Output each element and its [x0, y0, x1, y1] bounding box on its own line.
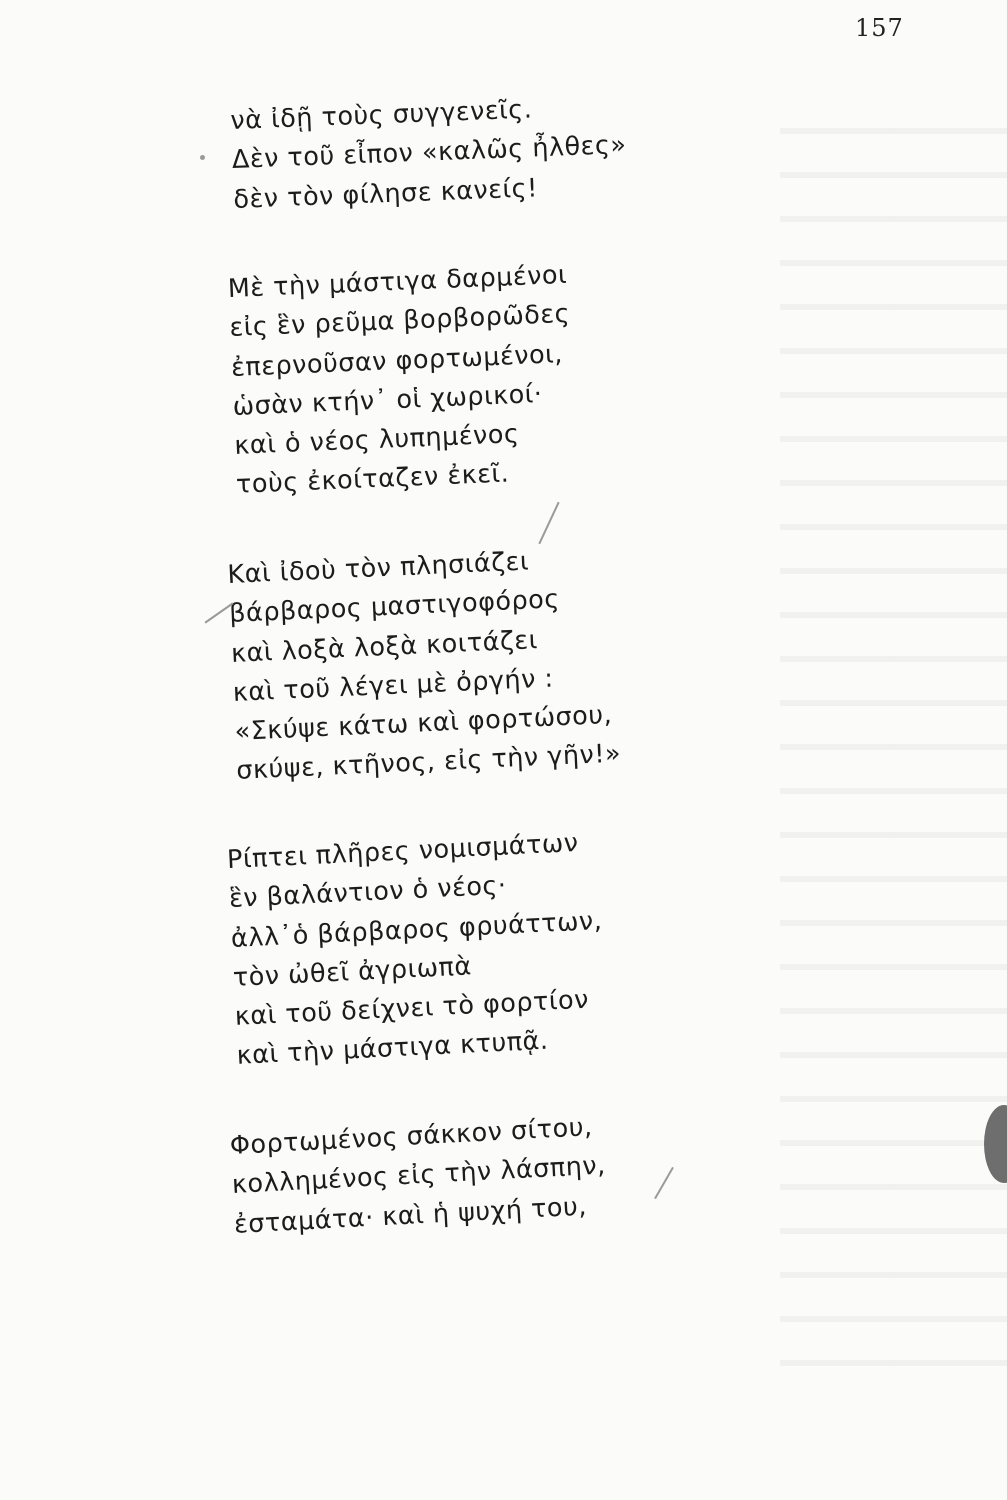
poem-line: τοὺς ἐκοίταζεν ἐκεῖ.: [235, 458, 510, 501]
poem-line: βάρβαρος μαστιγοφόρος: [228, 584, 561, 630]
poem-line: ἐπερνοῦσαν φορτωμένοι,: [230, 338, 564, 383]
poem-line: καὶ τοῦ δείχνει τὸ φορτίον: [234, 985, 590, 1033]
margin-dot: [200, 155, 205, 160]
poem-line: ἓν βαλάντιον ὁ νέος·: [228, 871, 508, 915]
poem-line: καὶ λοξὰ λοξὰ κοιτάζει: [230, 624, 539, 669]
poem-line: σκύψε, κτῆνος, εἰς τὴν γῆν!»: [235, 738, 622, 787]
poem: [226, 94, 752, 1295]
poem-line: Δὲν τοῦ εἶπον «καλῶς ἦλθες»: [231, 130, 628, 176]
stanza-5: [229, 1100, 754, 1245]
poem-line: δὲν τὸν φίλησε κανείς!: [232, 172, 539, 215]
poem-line: ἀλλ᾽ὁ βάρβαρος φρυάττων,: [230, 905, 603, 955]
poem-line: Μὲ τὴν μάστιγα δαρμένοι: [227, 259, 568, 304]
poem-line: καὶ τοῦ λέγει μὲ ὀργήν :: [232, 662, 555, 708]
poem-line: «Σκύψε κάτω καὶ φορτώσου,: [233, 699, 613, 747]
poem-line: καὶ τὴν μάστιγα κτυπᾷ.: [236, 1026, 550, 1072]
stanza-2: [227, 248, 756, 505]
poem-line: ὡσὰν κτήν᾽ οἱ χωρικοί·: [232, 378, 544, 422]
poem-line: κολλημένος εἰς τὴν λάσπην,: [231, 1150, 607, 1201]
poem-line: Ρίπτει πλῆρες νομισμάτων: [226, 828, 580, 876]
poem-line: Καὶ ἰδοὺ τὸν πλησιάζει: [226, 546, 530, 590]
poem-line: νὰ ἰδῇ τοὺς συγγενεῖς.: [229, 94, 533, 137]
poem-line: τὸν ὠθεῖ ἀγριωπὰ: [232, 951, 473, 994]
poem-line: καὶ ὁ νέος λυπημένος: [233, 419, 520, 462]
page-number: 157: [855, 14, 904, 42]
stanza-4: [226, 816, 757, 1077]
stanza-3: [227, 532, 757, 791]
stanza-1: [230, 82, 754, 220]
poem-line: Φορτωμένος σάκκον σίτου,: [229, 1112, 594, 1162]
show-through-text: [780, 90, 1007, 1390]
poem-line: ἐσταμάτα· καὶ ἡ ψυχή του,: [233, 1191, 588, 1240]
poem-line: εἰς ἓν ρεῦμα βορβορῶδες: [228, 298, 571, 344]
